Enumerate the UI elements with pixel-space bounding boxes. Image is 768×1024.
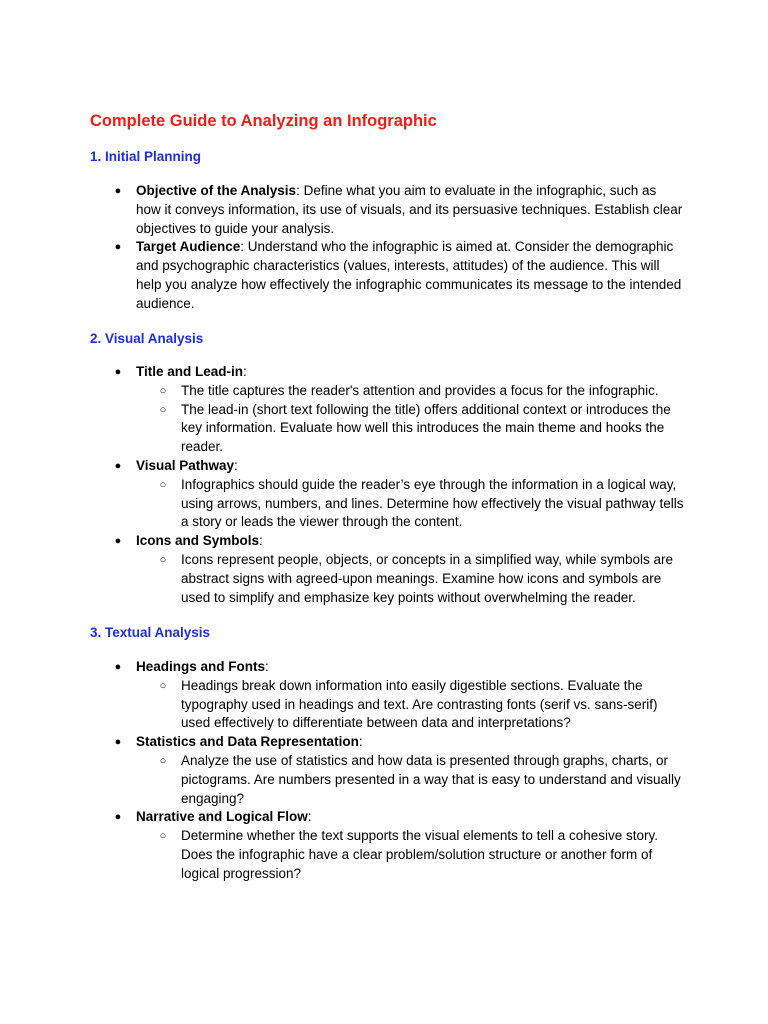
section-list-visual-analysis	[0, 363, 768, 607]
list-item-objective	[0, 182, 768, 238]
circle-bullet-icon: ○	[159, 754, 167, 767]
sub-list-item	[136, 827, 684, 883]
item-label: Objective of the Analysis	[136, 183, 297, 198]
sublist	[136, 382, 684, 457]
item-label: Title and Lead-in	[136, 364, 244, 379]
circle-bullet-icon: ○	[159, 830, 167, 843]
item-label: Narrative and Logical Flow	[136, 809, 308, 825]
circle-bullet-icon: ○	[159, 403, 167, 416]
circle-bullet-icon: ○	[159, 553, 167, 566]
subitem-text: Headings break down information into easily digestible sections. Evaluate the typography used in headings and text. Are contrasting fonts (serif vs. sans-serif) used effectively to differentiate between data and interpretations?	[181, 677, 658, 731]
sublist	[136, 476, 684, 532]
list-item-icons-symbols	[0, 532, 768, 607]
subitem-text: Icons represent people, objects, or concepts in a simplified way, while symbols are abstract signs with agreed-upon meanings. Examine how icons and symbols are used to simplify and emphasize key points without overwhelming the reader.	[181, 551, 673, 605]
item-text: :	[243, 364, 247, 379]
section-list-textual-analysis	[0, 658, 768, 884]
bullet-icon: ●	[114, 366, 122, 378]
section-heading-visual-analysis: 2. Visual Analysis	[90, 331, 204, 346]
bullet-icon: ●	[114, 535, 122, 548]
subitem-text: The lead-in (short text following the title) offers additional context or introduces the key information. Evaluate how well this introduces the main theme and hooks the reader.	[181, 401, 671, 455]
list-item-narrative-flow	[0, 808, 768, 883]
list-item-title-lead-in	[0, 363, 768, 457]
sub-list-item	[136, 551, 684, 607]
bullet-icon: ●	[114, 736, 122, 749]
bullet-icon: ●	[114, 661, 122, 673]
sublist	[136, 551, 684, 607]
item-label: Icons and Symbols	[136, 533, 260, 549]
item-text: : Define what you aim to evaluate in the infographic, such as how it conveys information, its use of visuals, and its persuasive techniques. Establish clear objectives to guide your analysis.	[136, 183, 683, 236]
subitem-text: The title captures the reader's attention and provides a focus for the infographic.	[181, 382, 659, 398]
item-text: :	[265, 659, 269, 674]
section-heading-textual-analysis: 3. Textual Analysis	[90, 625, 211, 640]
sub-list-item	[136, 677, 684, 733]
item-text: :	[259, 533, 263, 549]
bullet-icon: ●	[114, 811, 122, 824]
sublist	[136, 677, 684, 733]
bullet-icon: ●	[114, 185, 122, 197]
list-item-target-audience	[0, 238, 768, 313]
item-text: :	[234, 457, 238, 473]
section-list-initial-planning	[0, 182, 768, 314]
item-text: :	[307, 809, 312, 825]
section-heading-initial-planning: 1. Initial Planning	[90, 149, 202, 164]
list-item-statistics	[0, 733, 768, 808]
sub-list-item	[136, 476, 684, 532]
item-label: Visual Pathway	[136, 457, 235, 473]
subitem-text: Analyze the use of statistics and how data is presented through graphs, charts, or pictograms. Are numbers presented in a way that is easy to understand and visually engaging?	[181, 752, 681, 806]
list-item-visual-pathway	[0, 457, 768, 532]
item-text: : Understand who the infographic is aimed at. Consider the demographic and psychographic characteristics (values, interests, attitudes) of the audience. This will help you analyze how effectively the infographic communicates its message to the intended audience.	[136, 239, 682, 311]
item-label: Statistics and Data Representation	[136, 734, 359, 750]
subitem-text: Infographics should guide the reader’s eye through the information in a logical way, using arrows, numbers, and lines. Determine how effectively the visual pathway tells a story or leads the viewer through the content.	[181, 476, 684, 530]
list-item-headings-fonts	[0, 658, 768, 733]
circle-bullet-icon: ○	[159, 384, 167, 397]
sub-list-item	[136, 382, 684, 401]
circle-bullet-icon: ○	[159, 478, 167, 491]
sub-list-item	[136, 401, 684, 457]
bullet-icon: ●	[114, 459, 122, 472]
sub-list-item	[136, 752, 684, 808]
subitem-text: Determine whether the text supports the visual elements to tell a cohesive story. Does the infographic have a clear problem/solution structure or another form of logical progression?	[181, 828, 658, 881]
document-title: Complete Guide to Analyzing an Infographic	[90, 112, 437, 130]
sublist	[136, 752, 684, 808]
bullet-icon: ●	[114, 241, 122, 254]
item-label: Target Audience	[136, 239, 241, 255]
circle-bullet-icon: ○	[159, 679, 167, 692]
item-text: :	[358, 734, 363, 750]
sublist	[136, 827, 684, 883]
item-label: Headings and Fonts	[136, 659, 266, 674]
